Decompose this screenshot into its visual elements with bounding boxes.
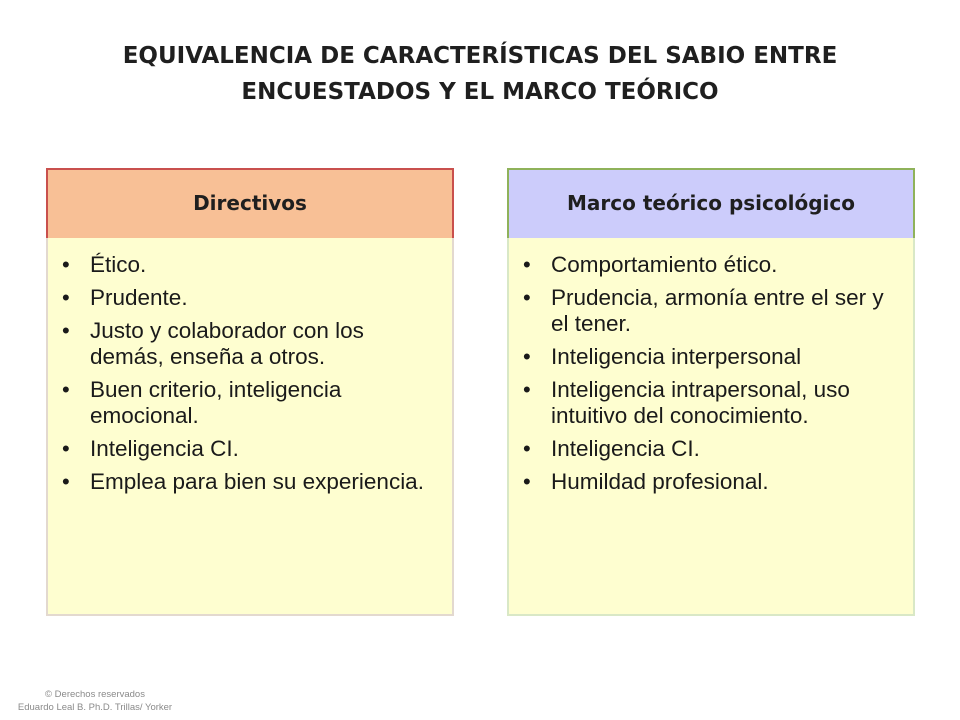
list-item xyxy=(521,436,899,462)
bullet-icon: • xyxy=(523,436,531,461)
list-item xyxy=(521,469,899,495)
directivos-card xyxy=(46,168,454,616)
list-item xyxy=(521,252,899,278)
bullet-icon: • xyxy=(62,436,70,461)
marco-teorico-body xyxy=(507,238,915,616)
list-item xyxy=(521,377,899,429)
list-item xyxy=(521,285,899,337)
list-item-text: Prudencia, armonía entre el ser y el tener. xyxy=(551,285,884,336)
list-item-text: Emplea para bien su experiencia. xyxy=(90,469,424,494)
list-item xyxy=(60,436,438,462)
directivos-list xyxy=(60,252,438,495)
list-item-text: Buen criterio, inteligencia emocional. xyxy=(90,377,342,428)
list-item-text: Inteligencia interpersonal xyxy=(551,344,802,369)
directivos-body xyxy=(46,238,454,616)
slide-title xyxy=(60,38,900,110)
bullet-icon: • xyxy=(523,344,531,369)
list-item-text: Justo y colaborador con los demás, enseña a otros. xyxy=(90,318,364,369)
bullet-icon: • xyxy=(523,285,531,310)
marco-teorico-list xyxy=(521,252,899,495)
list-item-text: Prudente. xyxy=(90,285,188,310)
bullet-icon: • xyxy=(523,469,531,494)
list-item xyxy=(60,377,438,429)
bullet-icon: • xyxy=(62,377,70,402)
list-item xyxy=(521,344,899,370)
copyright-line2: Eduardo Leal B. Ph.D. Trillas/ Yorker xyxy=(17,702,173,713)
bullet-icon: • xyxy=(62,318,70,343)
marco-teorico-card xyxy=(507,168,915,616)
list-item xyxy=(60,318,438,370)
list-item-text: Humildad profesional. xyxy=(551,469,769,494)
bullet-icon: • xyxy=(62,285,70,310)
copyright-footer xyxy=(0,688,190,714)
slide-title-line1: EQUIVALENCIA DE CARACTERÍSTICAS DEL SABIO ENTRE xyxy=(122,43,838,69)
list-item-text: Ético. xyxy=(90,252,147,277)
bullet-icon: • xyxy=(62,252,70,277)
bullet-icon: • xyxy=(523,377,531,402)
list-item-text: Comportamiento ético. xyxy=(551,252,778,277)
list-item xyxy=(60,285,438,311)
bullet-icon: • xyxy=(62,469,70,494)
list-item-text: Inteligencia intrapersonal, uso intuitivo del conocimiento. xyxy=(551,377,850,428)
copyright-line1: © Derechos reservados xyxy=(45,689,145,700)
list-item-text: Inteligencia CI. xyxy=(90,436,239,461)
slide-title-line2: ENCUESTADOS Y EL MARCO TEÓRICO xyxy=(241,79,719,105)
list-item-text: Inteligencia CI. xyxy=(551,436,700,461)
marco-teorico-header: Marco teórico psicológico xyxy=(507,168,915,238)
list-item xyxy=(60,469,438,495)
directivos-header: Directivos xyxy=(46,168,454,238)
bullet-icon: • xyxy=(523,252,531,277)
list-item xyxy=(60,252,438,278)
